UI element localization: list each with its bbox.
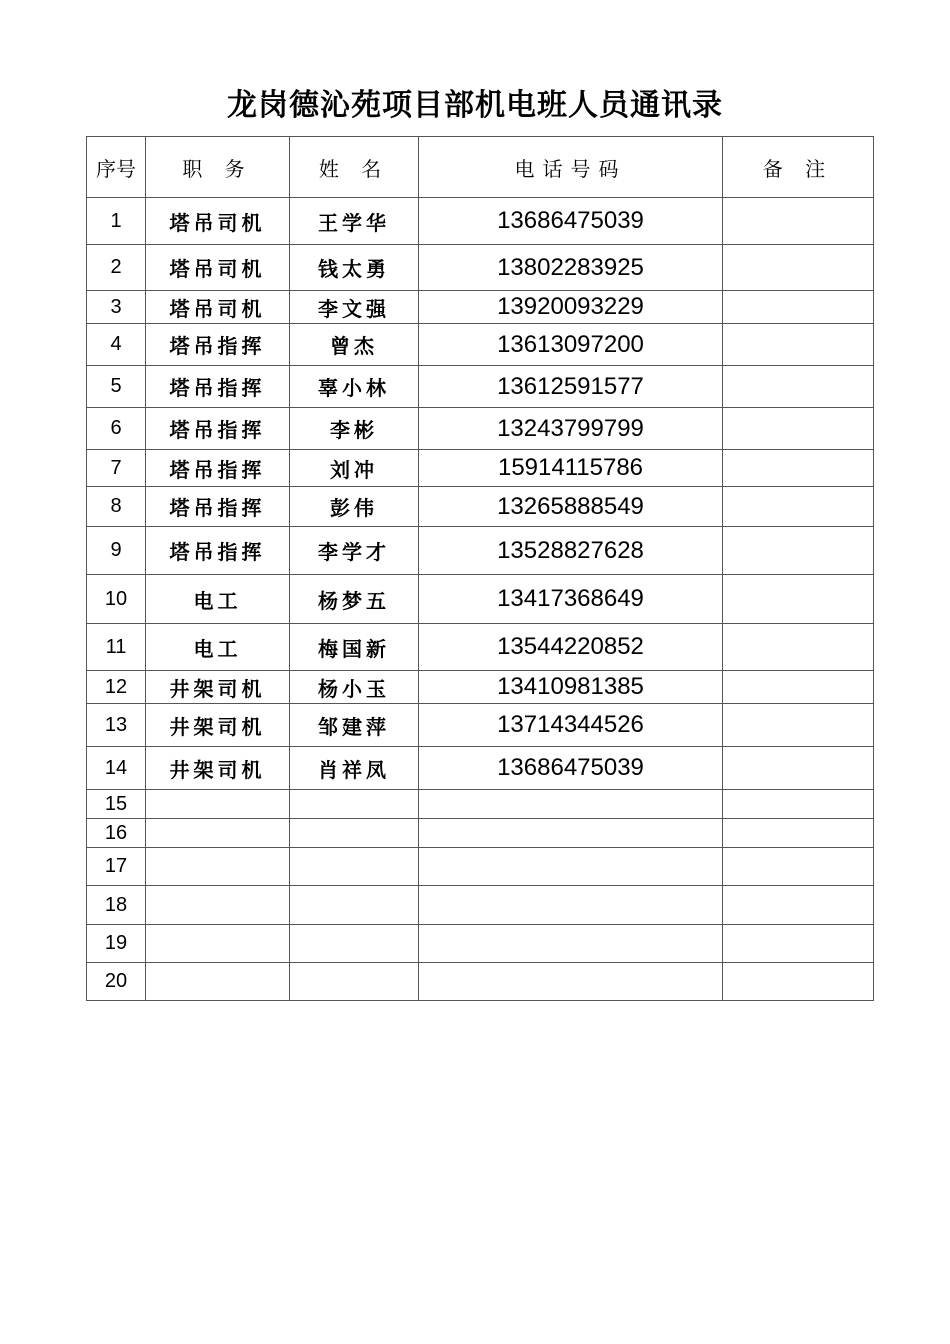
phone-cell: 15914115786 — [419, 450, 723, 487]
remark-cell — [723, 819, 874, 848]
remark-cell — [723, 671, 874, 704]
table-row — [87, 848, 874, 886]
name-cell: 梅国新 — [290, 624, 419, 671]
phone-cell: 13528827628 — [419, 527, 723, 575]
remark-cell — [723, 848, 874, 886]
role-cell: 塔吊指挥 — [146, 408, 290, 450]
table-row — [87, 624, 874, 671]
name-cell: 王学华 — [290, 198, 419, 245]
row-number: 17 — [87, 848, 146, 886]
name-cell: 李彬 — [290, 408, 419, 450]
row-number: 4 — [87, 324, 146, 366]
name-cell — [290, 963, 419, 1001]
remark-cell — [723, 324, 874, 366]
remark-cell — [723, 704, 874, 747]
name-cell: 彭伟 — [290, 487, 419, 527]
name-cell: 邹建萍 — [290, 704, 419, 747]
header-name: 姓 名 — [290, 137, 419, 198]
phone-cell: 13802283925 — [419, 245, 723, 291]
header-phone: 电话号码 — [419, 137, 723, 198]
name-cell — [290, 848, 419, 886]
row-number: 7 — [87, 450, 146, 487]
row-number: 2 — [87, 245, 146, 291]
phone-cell — [419, 819, 723, 848]
phone-cell: 13417368649 — [419, 575, 723, 624]
role-cell: 电工 — [146, 624, 290, 671]
role-cell: 塔吊司机 — [146, 291, 290, 324]
role-cell: 井架司机 — [146, 704, 290, 747]
header-remark: 备 注 — [723, 137, 874, 198]
row-number: 19 — [87, 925, 146, 963]
table-row — [87, 790, 874, 819]
table-row — [87, 408, 874, 450]
table-row — [87, 245, 874, 291]
table-row — [87, 671, 874, 704]
role-cell: 塔吊指挥 — [146, 450, 290, 487]
role-cell: 电工 — [146, 575, 290, 624]
remark-cell — [723, 450, 874, 487]
remark-cell — [723, 925, 874, 963]
role-cell: 塔吊司机 — [146, 245, 290, 291]
name-cell — [290, 886, 419, 925]
remark-cell — [723, 408, 874, 450]
row-number: 8 — [87, 487, 146, 527]
table-row — [87, 487, 874, 527]
phone-cell: 13243799799 — [419, 408, 723, 450]
page-title: 龙岗德沁苑项目部机电班人员通讯录 — [227, 88, 723, 123]
row-number: 5 — [87, 366, 146, 408]
remark-cell — [723, 291, 874, 324]
name-cell — [290, 819, 419, 848]
role-cell: 塔吊指挥 — [146, 366, 290, 408]
row-number: 12 — [87, 671, 146, 704]
phone-cell — [419, 963, 723, 1001]
phone-cell: 13686475039 — [419, 198, 723, 245]
table-body — [87, 198, 874, 1001]
remark-cell — [723, 487, 874, 527]
role-cell: 井架司机 — [146, 747, 290, 790]
name-cell: 肖祥凤 — [290, 747, 419, 790]
phone-cell: 13714344526 — [419, 704, 723, 747]
name-cell: 钱太勇 — [290, 245, 419, 291]
remark-cell — [723, 575, 874, 624]
table-row — [87, 819, 874, 848]
row-number: 11 — [87, 624, 146, 671]
role-cell — [146, 790, 290, 819]
name-cell: 刘冲 — [290, 450, 419, 487]
phone-cell: 13686475039 — [419, 747, 723, 790]
row-number: 16 — [87, 819, 146, 848]
role-cell: 塔吊司机 — [146, 198, 290, 245]
phone-cell: 13265888549 — [419, 487, 723, 527]
role-cell — [146, 819, 290, 848]
table-row — [87, 291, 874, 324]
row-number: 9 — [87, 527, 146, 575]
role-cell: 塔吊指挥 — [146, 527, 290, 575]
contact-table — [86, 136, 874, 1001]
name-cell: 李学才 — [290, 527, 419, 575]
row-number: 14 — [87, 747, 146, 790]
table-row — [87, 747, 874, 790]
phone-cell — [419, 848, 723, 886]
row-number: 3 — [87, 291, 146, 324]
remark-cell — [723, 624, 874, 671]
name-cell: 曾杰 — [290, 324, 419, 366]
role-cell — [146, 963, 290, 1001]
role-cell — [146, 886, 290, 925]
remark-cell — [723, 747, 874, 790]
row-number: 6 — [87, 408, 146, 450]
row-number: 10 — [87, 575, 146, 624]
header-role: 职 务 — [146, 137, 290, 198]
header-row — [87, 137, 874, 198]
table-row — [87, 963, 874, 1001]
role-cell — [146, 848, 290, 886]
remark-cell — [723, 245, 874, 291]
name-cell: 李文强 — [290, 291, 419, 324]
table-row — [87, 704, 874, 747]
remark-cell — [723, 963, 874, 1001]
role-cell: 塔吊指挥 — [146, 324, 290, 366]
remark-cell — [723, 198, 874, 245]
phone-cell — [419, 925, 723, 963]
table-row — [87, 450, 874, 487]
name-cell — [290, 790, 419, 819]
name-cell: 杨小玉 — [290, 671, 419, 704]
table-row — [87, 198, 874, 245]
name-cell: 辜小林 — [290, 366, 419, 408]
row-number: 13 — [87, 704, 146, 747]
phone-cell: 13920093229 — [419, 291, 723, 324]
role-cell: 塔吊指挥 — [146, 487, 290, 527]
row-number: 18 — [87, 886, 146, 925]
phone-cell: 13613097200 — [419, 324, 723, 366]
phone-cell: 13544220852 — [419, 624, 723, 671]
row-number: 15 — [87, 790, 146, 819]
table-row — [87, 575, 874, 624]
table-row — [87, 886, 874, 925]
remark-cell — [723, 366, 874, 408]
role-cell — [146, 925, 290, 963]
remark-cell — [723, 790, 874, 819]
table-row — [87, 925, 874, 963]
name-cell: 杨梦五 — [290, 575, 419, 624]
remark-cell — [723, 886, 874, 925]
phone-cell — [419, 886, 723, 925]
remark-cell — [723, 527, 874, 575]
row-number: 1 — [87, 198, 146, 245]
name-cell — [290, 925, 419, 963]
phone-cell: 13612591577 — [419, 366, 723, 408]
table-header — [87, 137, 874, 198]
table-row — [87, 324, 874, 366]
row-number: 20 — [87, 963, 146, 1001]
table-row — [87, 527, 874, 575]
header-no: 序号 — [87, 137, 146, 198]
role-cell: 井架司机 — [146, 671, 290, 704]
table-row — [87, 366, 874, 408]
phone-cell — [419, 790, 723, 819]
phone-cell: 13410981385 — [419, 671, 723, 704]
